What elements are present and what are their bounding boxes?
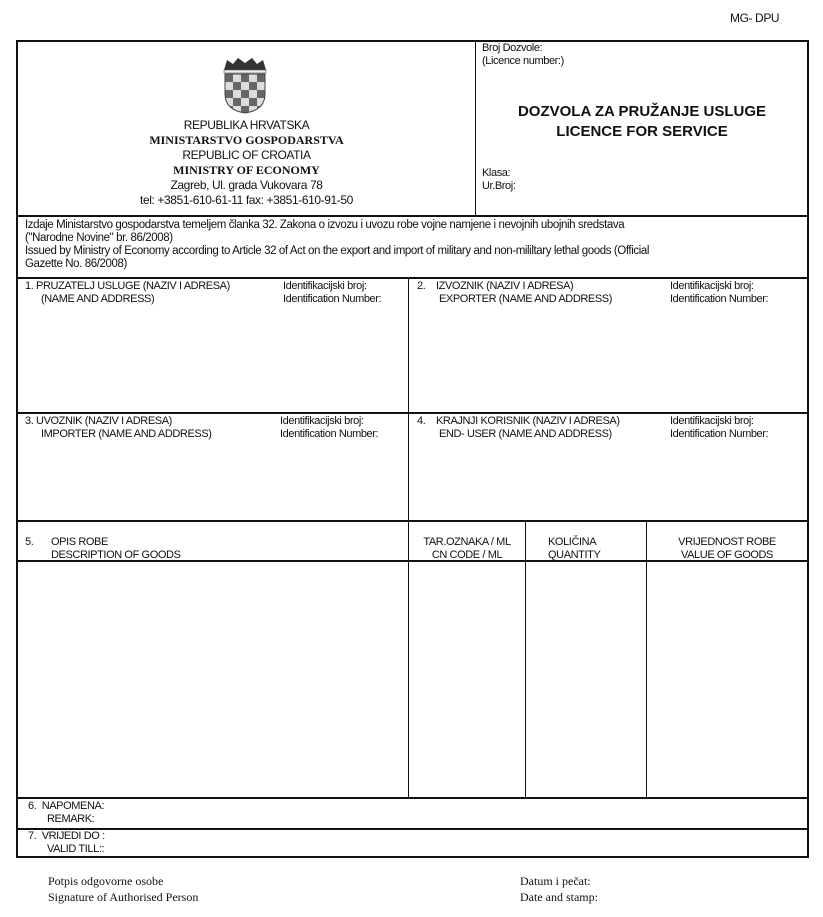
divider bbox=[16, 520, 809, 522]
qty-hr: KOLIČINA bbox=[548, 536, 597, 548]
remark-hr: NAPOMENA: bbox=[41, 800, 105, 812]
issued-en-1: Issued by Ministry of Economy according to Article 32 of Act on the export and import of military and non-mililtary lethal goods (Official bbox=[25, 245, 650, 257]
qty-en: QUANTITY bbox=[548, 549, 601, 561]
contact: tel: +3851-610-61-11 fax: +3851-610-91-50 bbox=[140, 193, 353, 207]
issued-en-2: Gazette No. 86/2008) bbox=[25, 258, 127, 270]
party-en: EXPORTER (NAME AND ADDRESS) bbox=[439, 293, 612, 305]
remark-en: REMARK: bbox=[47, 813, 95, 825]
form-code: MG- DPU bbox=[730, 11, 780, 25]
party-en: END- USER (NAME AND ADDRESS) bbox=[439, 428, 612, 440]
divider bbox=[807, 40, 809, 858]
party-num: 3. bbox=[25, 415, 34, 427]
id-en: Identification Number: bbox=[670, 293, 769, 305]
issued-hr-2: ("Narodne Novine" br. 86/2008) bbox=[25, 232, 173, 244]
divider bbox=[16, 828, 809, 830]
party-num: 2. bbox=[417, 280, 426, 292]
goods-num: 5. bbox=[25, 536, 34, 548]
licence-number-hr: Broj Dozvole: bbox=[482, 42, 543, 54]
klasa-block bbox=[482, 167, 515, 193]
id-hr: Identifikacijski broj: bbox=[670, 280, 754, 292]
divider bbox=[16, 856, 809, 858]
coat-of-arms-icon bbox=[221, 56, 269, 114]
party-2-label bbox=[417, 280, 612, 306]
code-en: CN CODE / ML bbox=[431, 549, 503, 561]
title-hr: DOZVOLA ZA PRUŽANJE USLUGE bbox=[517, 103, 767, 120]
divider bbox=[16, 797, 809, 799]
sign-en: Signature of Authorised Person bbox=[48, 890, 199, 904]
id-hr: Identifikacijski broj: bbox=[283, 280, 367, 292]
remark-label bbox=[28, 800, 104, 826]
party-3-label bbox=[25, 415, 212, 441]
title-en: LICENCE FOR SERVICE bbox=[556, 123, 728, 140]
ministry-en: MINISTRY OF ECONOMY bbox=[173, 163, 320, 177]
divider bbox=[16, 277, 809, 279]
party-hr: IZVOZNIK (NAZIV I ADRESA) bbox=[436, 280, 574, 292]
id-hr: Identifikacijski broj: bbox=[670, 415, 754, 427]
party-hr: UVOZNIK (NAZIV I ADRESA) bbox=[36, 415, 172, 427]
date-hr: Datum i pečat: bbox=[520, 874, 591, 888]
party-en: IMPORTER (NAME AND ADDRESS) bbox=[41, 428, 212, 440]
remark-num: 6. bbox=[28, 800, 37, 812]
issued-hr-1: Izdaje Ministarstvo gospodarstva temeljem članka 32. Zakona o izvozu i uvozu robe vojne namjene i nevojnih ubojnih sredstava bbox=[25, 219, 625, 231]
party-num: 4. bbox=[417, 415, 426, 427]
id-en: Identification Number: bbox=[670, 428, 769, 440]
ministry-hr: MINISTARSTVO GOSPODARSTVA bbox=[149, 133, 344, 147]
party-1-id bbox=[283, 280, 381, 306]
party-hr: PRUZATELJ USLUGE (NAZIV I ADRESA) bbox=[36, 280, 230, 292]
party-4-label bbox=[417, 415, 620, 441]
ministry-block bbox=[18, 118, 475, 208]
divider bbox=[16, 40, 809, 42]
divider bbox=[525, 520, 526, 798]
issued-by-text bbox=[25, 219, 649, 271]
signature-label bbox=[48, 873, 198, 905]
valid-till-label bbox=[28, 830, 105, 856]
date-stamp-label bbox=[520, 873, 598, 905]
quantity-header bbox=[548, 536, 600, 562]
cn-code-header bbox=[409, 536, 525, 562]
divider bbox=[16, 215, 809, 217]
desc-hr: OPIS ROBE bbox=[51, 536, 108, 548]
party-en: (NAME AND ADDRESS) bbox=[41, 293, 155, 305]
id-en: Identification Number: bbox=[283, 293, 382, 305]
document-title bbox=[476, 102, 808, 142]
id-hr: Identifikacijski broj: bbox=[280, 415, 364, 427]
klasa-label: Klasa: bbox=[482, 167, 511, 179]
divider bbox=[16, 412, 809, 414]
licence-number-en: (Licence number:) bbox=[482, 55, 564, 67]
id-en: Identification Number: bbox=[280, 428, 379, 440]
republic-en: REPUBLIC OF CROATIA bbox=[182, 148, 311, 162]
address: Zagreb, Ul. grada Vukovara 78 bbox=[170, 178, 323, 192]
valid-hr: VRIJEDI DO : bbox=[41, 830, 105, 842]
value-header bbox=[647, 536, 807, 562]
republic-hr: REPUBLIKA HRVATSKA bbox=[183, 118, 310, 132]
party-num: 1. bbox=[25, 280, 34, 292]
valid-en: VALID TILL:: bbox=[47, 843, 105, 855]
date-en: Date and stamp: bbox=[520, 890, 598, 904]
sign-hr: Potpis odgovorne osobe bbox=[48, 874, 164, 888]
goods-description-header bbox=[51, 536, 181, 562]
party-hr: KRAJNJI KORISNIK (NAZIV I ADRESA) bbox=[436, 415, 620, 427]
code-hr: TAR.OZNAKA / ML bbox=[423, 536, 511, 548]
party-3-id bbox=[280, 415, 378, 441]
value-en: VALUE OF GOODS bbox=[681, 549, 773, 561]
licence-number-label bbox=[482, 42, 564, 68]
party-4-id bbox=[670, 415, 768, 441]
desc-en: DESCRIPTION OF GOODS bbox=[51, 549, 181, 561]
party-1-label bbox=[25, 280, 230, 306]
valid-num: 7. bbox=[28, 830, 37, 842]
value-hr: VRIJEDNOST ROBE bbox=[678, 536, 776, 548]
ur-broj-label: Ur.Broj: bbox=[482, 180, 516, 192]
party-2-id bbox=[670, 280, 768, 306]
